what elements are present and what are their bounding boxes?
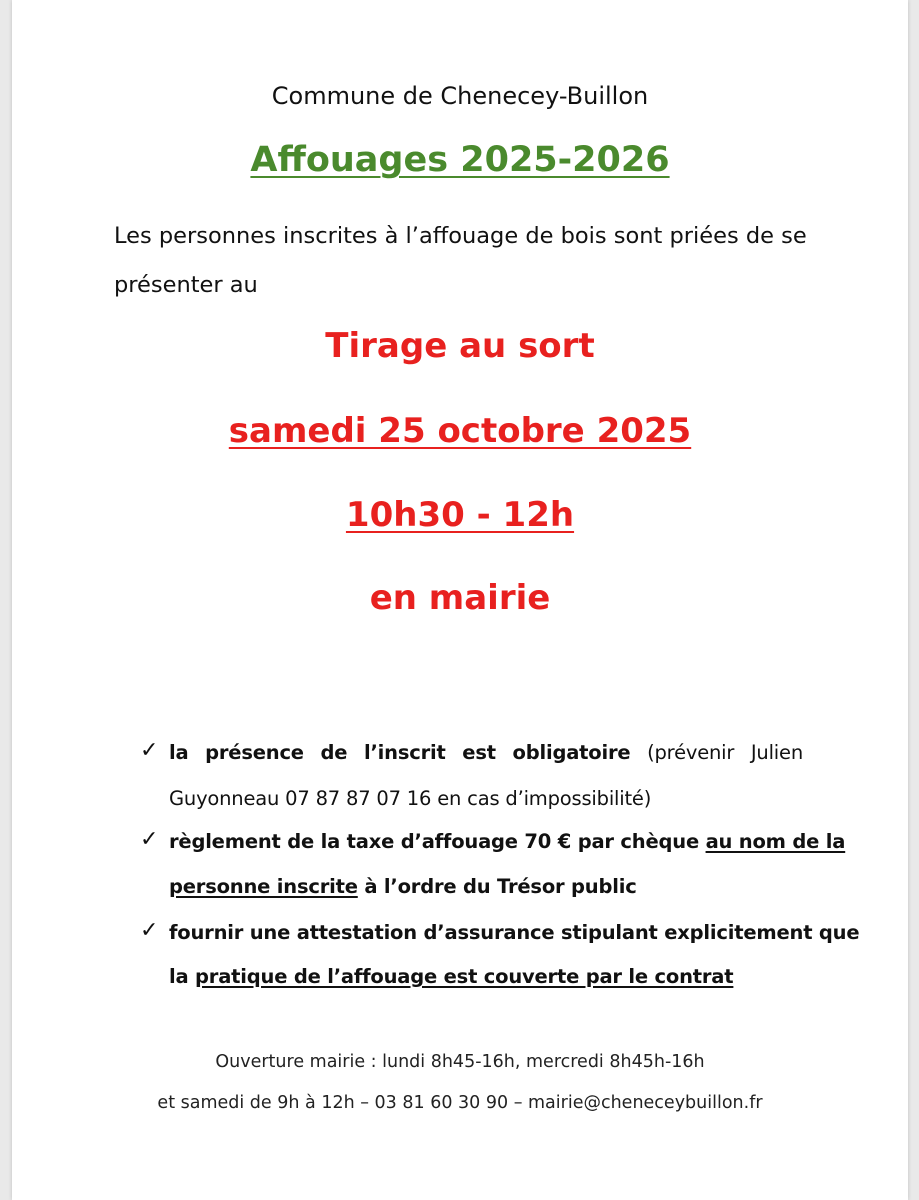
bullet-3-start: la <box>169 965 196 988</box>
page-title: Affouages 2025-2026 <box>250 140 670 180</box>
event-date: samedi 25 octobre 2025 <box>228 411 692 451</box>
bullet-1-word: la <box>169 741 189 764</box>
check-icon: ✓ <box>140 738 159 763</box>
event-time: 10h30 - 12h <box>345 495 575 535</box>
bullet-1-word: présence <box>205 741 304 764</box>
bullet-2-underlined: au nom de la <box>705 830 846 853</box>
bullet-2-bold: règlement de la taxe d’affouage 70 € par chèque <box>169 830 706 853</box>
bullet-3-line-2 <box>169 965 733 988</box>
intro-line-2: présenter au <box>114 272 258 298</box>
check-icon: ✓ <box>140 918 159 943</box>
intro-line-1: Les personnes inscrites à l’affouage de bois sont priées de se <box>114 223 807 249</box>
document-page <box>12 0 908 1200</box>
bullet-1-word: obligatoire <box>512 741 631 764</box>
event-place: en mairie <box>369 578 551 618</box>
bullet-3-underlined: pratique de l’affouage est couverte par le contrat <box>195 965 734 988</box>
bullet-1-line-2: Guyonneau 07 87 87 07 16 en cas d’impossibilité) <box>169 787 652 810</box>
bullet-1-line-1 <box>169 741 803 764</box>
bullet-2-line-2 <box>169 875 637 898</box>
bullet-2-underlined-2: personne inscrite <box>169 875 358 898</box>
footer-contact: et samedi de 9h à 12h – 03 81 60 30 90 – mairie@cheneceybuillon.fr <box>157 1093 763 1113</box>
bullet-1-word: est <box>462 741 496 764</box>
bullet-2-line-1 <box>169 830 845 853</box>
commune-name: Commune de Chenecey-Buillon <box>271 82 649 110</box>
check-icon: ✓ <box>140 827 159 852</box>
bullet-1-word: de <box>320 741 348 764</box>
bullet-1-word: (prévenir <box>647 741 735 764</box>
bullet-2-bold-2: à l’ordre du Trésor public <box>357 875 637 898</box>
event-heading: Tirage au sort <box>325 326 595 366</box>
footer-hours: Ouverture mairie : lundi 8h45-16h, mercredi 8h45h-16h <box>215 1052 705 1072</box>
bullet-3-line-1: fournir une attestation d’assurance stipulant explicitement que <box>169 921 860 944</box>
bullet-1-word: l’inscrit <box>363 741 446 764</box>
bullet-1-word: Julien <box>750 741 803 764</box>
